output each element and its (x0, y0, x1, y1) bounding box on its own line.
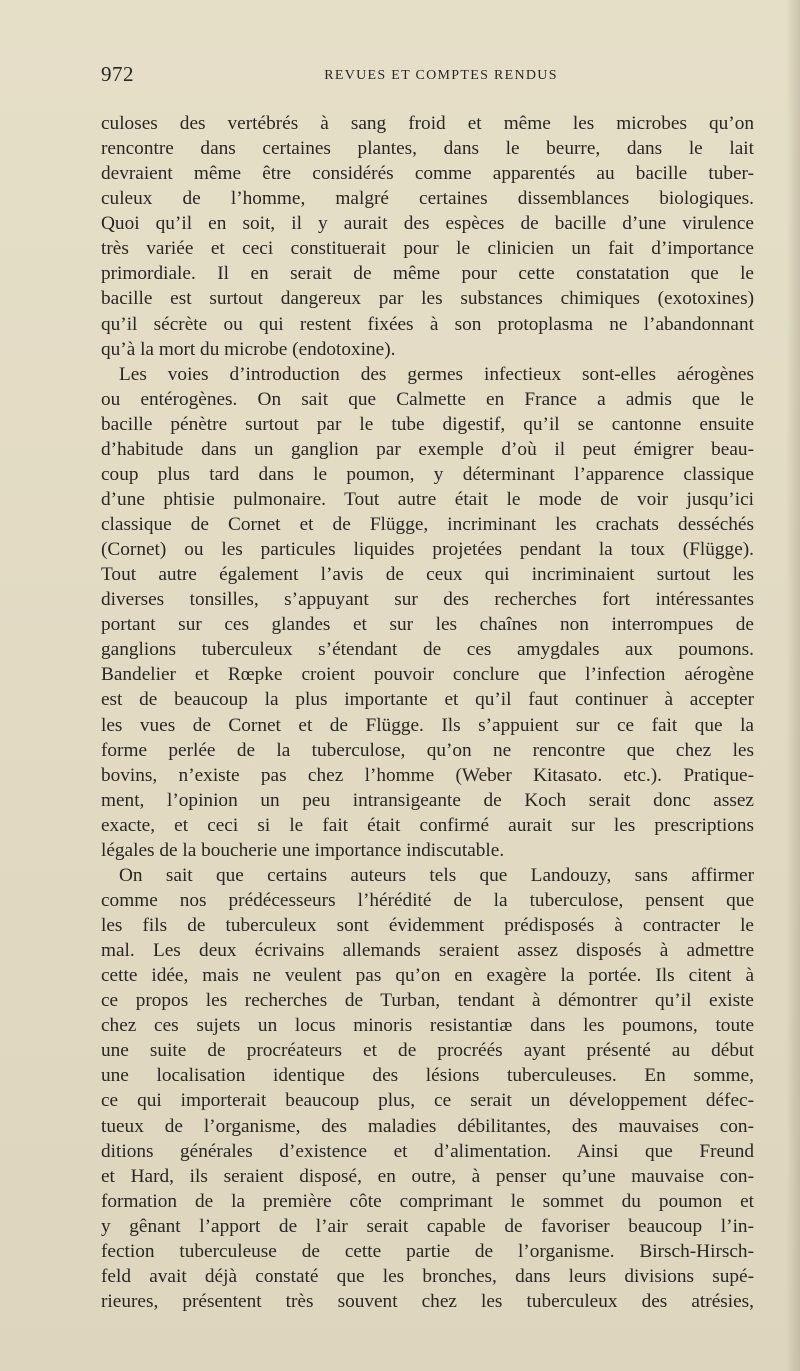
text-line: ce propos les recherches de Turban, tendant à démontrer qu’il existe (101, 990, 754, 1012)
text-line: ce qui importerait beaucoup plus, ce serait un développement défec- (101, 1090, 754, 1112)
text-line: classique de Cornet et de Flügge, incriminant les crachats desséchés (101, 514, 754, 535)
text-line: portant sur ces glandes et sur les chaînes non interrompues de (101, 614, 754, 636)
text-line: Quoi qu’il en soit, il y aurait des espèces de bacille d’une virulence (101, 213, 754, 235)
text-line: y gênant l’apport de l’air serait capable de favoriser beaucoup l’in- (101, 1215, 754, 1237)
text-line: primordiale. Il en serait de même pour cette constatation que le (101, 263, 754, 285)
text-line: d’une phtisie pulmonaire. Tout autre était le mode de voir jusqu’ici (101, 488, 754, 510)
body-text (101, 111, 754, 1314)
text-line: Tout autre également l’avis de ceux qui incriminaient surtout les (101, 564, 754, 586)
text-line: qu’à la mort du microbe (endotoxine). (101, 338, 396, 360)
text-line: formation de la première côte comprimant le sommet du poumon et (101, 1190, 754, 1212)
text-line: comme nos prédécesseurs l’hérédité de la tuberculose, pensent que (101, 889, 754, 911)
text-line: très variée et ceci constituerait pour le clinicien un fait d’importance (101, 238, 754, 260)
text-line: bacille est surtout dangereux par les substances chimiques (exotoxines) (101, 288, 754, 310)
text-line: ou entérogènes. On sait que Calmette en France a admis que le (101, 388, 754, 410)
text-line: culeux de l’homme, malgré certaines dissemblances biologiques. (101, 188, 754, 210)
text-line: Les voies d’introduction des germes infectieux sont-elles aérogènes (119, 363, 754, 385)
text-line: chez ces sujets un locus minoris resistantiæ dans les poumons, toute (101, 1015, 754, 1037)
text-line: coup plus tard dans le poumon, y déterminant l’apparence classique (101, 463, 754, 485)
text-line: fection tuberculeuse de cette partie de l’organisme. Birsch-Hirsch- (101, 1240, 754, 1262)
text-line: légales de la boucherie une importance indiscutable. (101, 839, 505, 861)
text-line: culoses des vertébrés à sang froid et même les microbes qu’on (101, 113, 754, 134)
text-line: les vues de Cornet et de Flügge. Ils s’appuient sur ce fait que la (101, 714, 754, 736)
text-line: devraient même être considérés comme apparentés au bacille tuber- (101, 163, 754, 185)
text-line: cette idée, mais ne veulent pas qu’on en exagère la portée. Ils citent à (101, 965, 754, 987)
text-line: bovins, n’existe pas chez l’homme (Weber Kitasato. etc.). Pratique- (101, 764, 754, 786)
text-line: une localisation identique des lésions tuberculeuses. En somme, (101, 1065, 754, 1087)
text-line: qu’il sécrète ou qui restent fixées à son protoplasma ne l’abandonnant (101, 313, 754, 335)
text-line: une suite de procréateurs et de procréés ayant présenté au début (101, 1040, 754, 1062)
text-line: mal. Les deux écrivains allemands seraient assez disposés à admettre (101, 940, 754, 962)
text-line: ment, l’opinion un peu intransigeante de Koch serait donc assez (101, 789, 754, 811)
text-line: tueux de l’organisme, des maladies débilitantes, des mauvaises con- (101, 1115, 754, 1137)
text-line: et Hard, ils seraient disposé, en outre, à penser qu’une mauvaise con- (101, 1165, 754, 1187)
page-edge-shadow (786, 0, 800, 1371)
text-line: feld avait déjà constaté que les bronches, dans leurs divisions supé- (101, 1265, 754, 1287)
page-header (101, 62, 751, 92)
text-line: On sait que certains auteurs tels que Landouzy, sans affirmer (119, 864, 754, 886)
text-line: bacille pénètre surtout par le tube digestif, qu’il se cantonne ensuite (101, 413, 754, 435)
text-line: d’habitude dans un ganglion par exemple d’où il peut émigrer beau- (101, 438, 754, 460)
running-title: REVUES ET COMPTES RENDUS (324, 68, 558, 83)
text-line: forme perlée de la tuberculose, qu’on ne rencontre que chez les (101, 739, 754, 761)
text-line: rencontre dans certaines plantes, dans le beurre, dans le lait (101, 138, 754, 160)
text-line: exacte, et ceci si le fait était confirmé aurait sur les prescriptions (101, 814, 754, 836)
page-number: 972 (101, 62, 134, 86)
text-line: est de beaucoup la plus importante et qu’il faut continuer à accepter (101, 689, 754, 711)
text-line: diverses tonsilles, s’appuyant sur des recherches fort intéressantes (101, 589, 754, 611)
text-line: les fils de tuberculeux sont évidemment prédisposés à contracter le (101, 915, 754, 936)
text-line: ganglions tuberculeux s’étendant de ces amygdales aux poumons. (101, 639, 754, 661)
text-line: Bandelier et Rœpke croient pouvoir conclure que l’infection aérogène (101, 664, 754, 686)
text-line: rieures, présentent très souvent chez les tuberculeux des atrésies, (101, 1290, 754, 1312)
text-line: ditions générales d’existence et d’alimentation. Ainsi que Freund (101, 1140, 754, 1162)
text-line: (Cornet) ou les particules liquides projetées pendant la toux (Flügge). (101, 539, 754, 561)
